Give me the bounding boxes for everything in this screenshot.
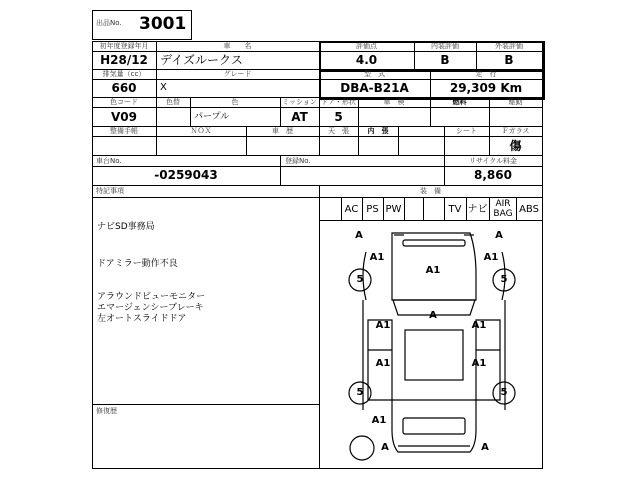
- equip-abs: ABS: [519, 204, 539, 215]
- damage-mark: A1: [371, 415, 387, 426]
- interior-grade-value: B: [440, 53, 450, 67]
- equipment-label: 装 備: [420, 187, 441, 195]
- damage-mark: A1: [369, 252, 385, 263]
- damage-mark: 5: [500, 274, 508, 285]
- nox-label: ＮＯＸ: [190, 127, 212, 135]
- doors-shape-value: 5: [334, 110, 343, 124]
- equip-ps: PS: [366, 204, 379, 215]
- lot-number-value: 3001: [139, 14, 187, 34]
- color-code-label: 色コード: [110, 98, 138, 106]
- fuel-label: 燃料: [452, 98, 467, 106]
- grade-value: X: [160, 82, 167, 93]
- damage-mark: A1: [375, 320, 391, 331]
- note-line: エマージェンシーブレーキ: [97, 303, 204, 313]
- type-code-label: 型 式: [364, 70, 385, 78]
- equip-pw: PW: [385, 204, 402, 215]
- glass-label: Ｆガラス: [501, 127, 530, 135]
- damage-mark: A1: [375, 358, 391, 369]
- model-label: 車 名: [223, 42, 252, 50]
- damage-mark: A1: [425, 265, 441, 276]
- damage-mark: A: [355, 230, 363, 241]
- damage-mark: A: [481, 442, 489, 453]
- score-label: 評価点: [356, 42, 377, 50]
- equip-tv: TV: [448, 204, 462, 215]
- glass-value: 傷: [509, 139, 522, 153]
- recycle-label: リサイクル料金: [468, 157, 518, 165]
- damage-mark: 5: [356, 274, 364, 285]
- seat-label: シート: [456, 127, 477, 135]
- chassis-value: -0259043: [154, 168, 218, 182]
- displacement-value: 660: [111, 81, 137, 95]
- color-label: 色: [231, 98, 239, 106]
- type-code-value: DBA-B21A: [340, 81, 409, 95]
- damage-mark: 5: [356, 387, 364, 398]
- color-code-value: V09: [111, 110, 137, 124]
- displacement-label: 排気量（cc）: [102, 70, 146, 78]
- mileage-value: 29,309 Km: [449, 81, 523, 95]
- doors-shape-label: ドア・形状: [321, 98, 356, 106]
- inspection-label: 車 検: [383, 98, 405, 106]
- score-value: 4.0: [355, 53, 378, 67]
- registration-label: 登録No.: [285, 157, 311, 165]
- transmission-value: AT: [291, 110, 308, 124]
- grade-label: グレード: [223, 70, 252, 78]
- damage-mark: A: [495, 230, 503, 241]
- color-change-label: 色替: [166, 98, 180, 106]
- equip-ac: AC: [344, 204, 359, 215]
- model-value: デイズルークス: [160, 53, 243, 67]
- history-label: 車 歴: [272, 127, 293, 135]
- transmission-label: ミッション: [282, 98, 317, 106]
- note-line: ドアミラー動作不良: [97, 259, 178, 269]
- recycle-value: 8,860: [474, 168, 512, 182]
- damage-mark: A: [381, 442, 389, 453]
- year-label: 初年度登録年月: [99, 42, 149, 50]
- maintenance-label: 整備手帳: [110, 127, 138, 135]
- note-line: ナビSD事務局: [97, 222, 155, 232]
- damage-mark: 5: [500, 387, 508, 398]
- damage-mark: A1: [471, 320, 487, 331]
- equip-navi: ナビ: [467, 204, 488, 215]
- exterior-grade-value: B: [504, 53, 514, 67]
- notes-label: 特記事項: [96, 187, 124, 195]
- damage-mark: A1: [471, 358, 487, 369]
- exterior-grade-label: 外装評価: [495, 42, 523, 50]
- damage-mark: A: [429, 310, 437, 321]
- note-line: アラウンドビューモニター: [97, 292, 206, 302]
- interior-trim-label: 内 張: [367, 127, 389, 135]
- equip-airbag: AIR BAG: [493, 199, 513, 219]
- chassis-label: 車台No.: [96, 157, 122, 165]
- roof-label: 天 張: [328, 127, 349, 135]
- lot-number-label: 出品No.: [96, 19, 122, 27]
- mileage-label: 走 行: [475, 70, 497, 78]
- note-line: 左オートスライドドア: [97, 314, 187, 324]
- repair-history-label: 修復歴: [96, 407, 117, 415]
- year-value: H28/12: [100, 53, 148, 67]
- interior-grade-label: 内装評価: [431, 42, 459, 50]
- damage-mark: A1: [483, 252, 499, 263]
- color-value: パープル: [194, 112, 230, 122]
- drive-label: 駆動: [508, 98, 523, 106]
